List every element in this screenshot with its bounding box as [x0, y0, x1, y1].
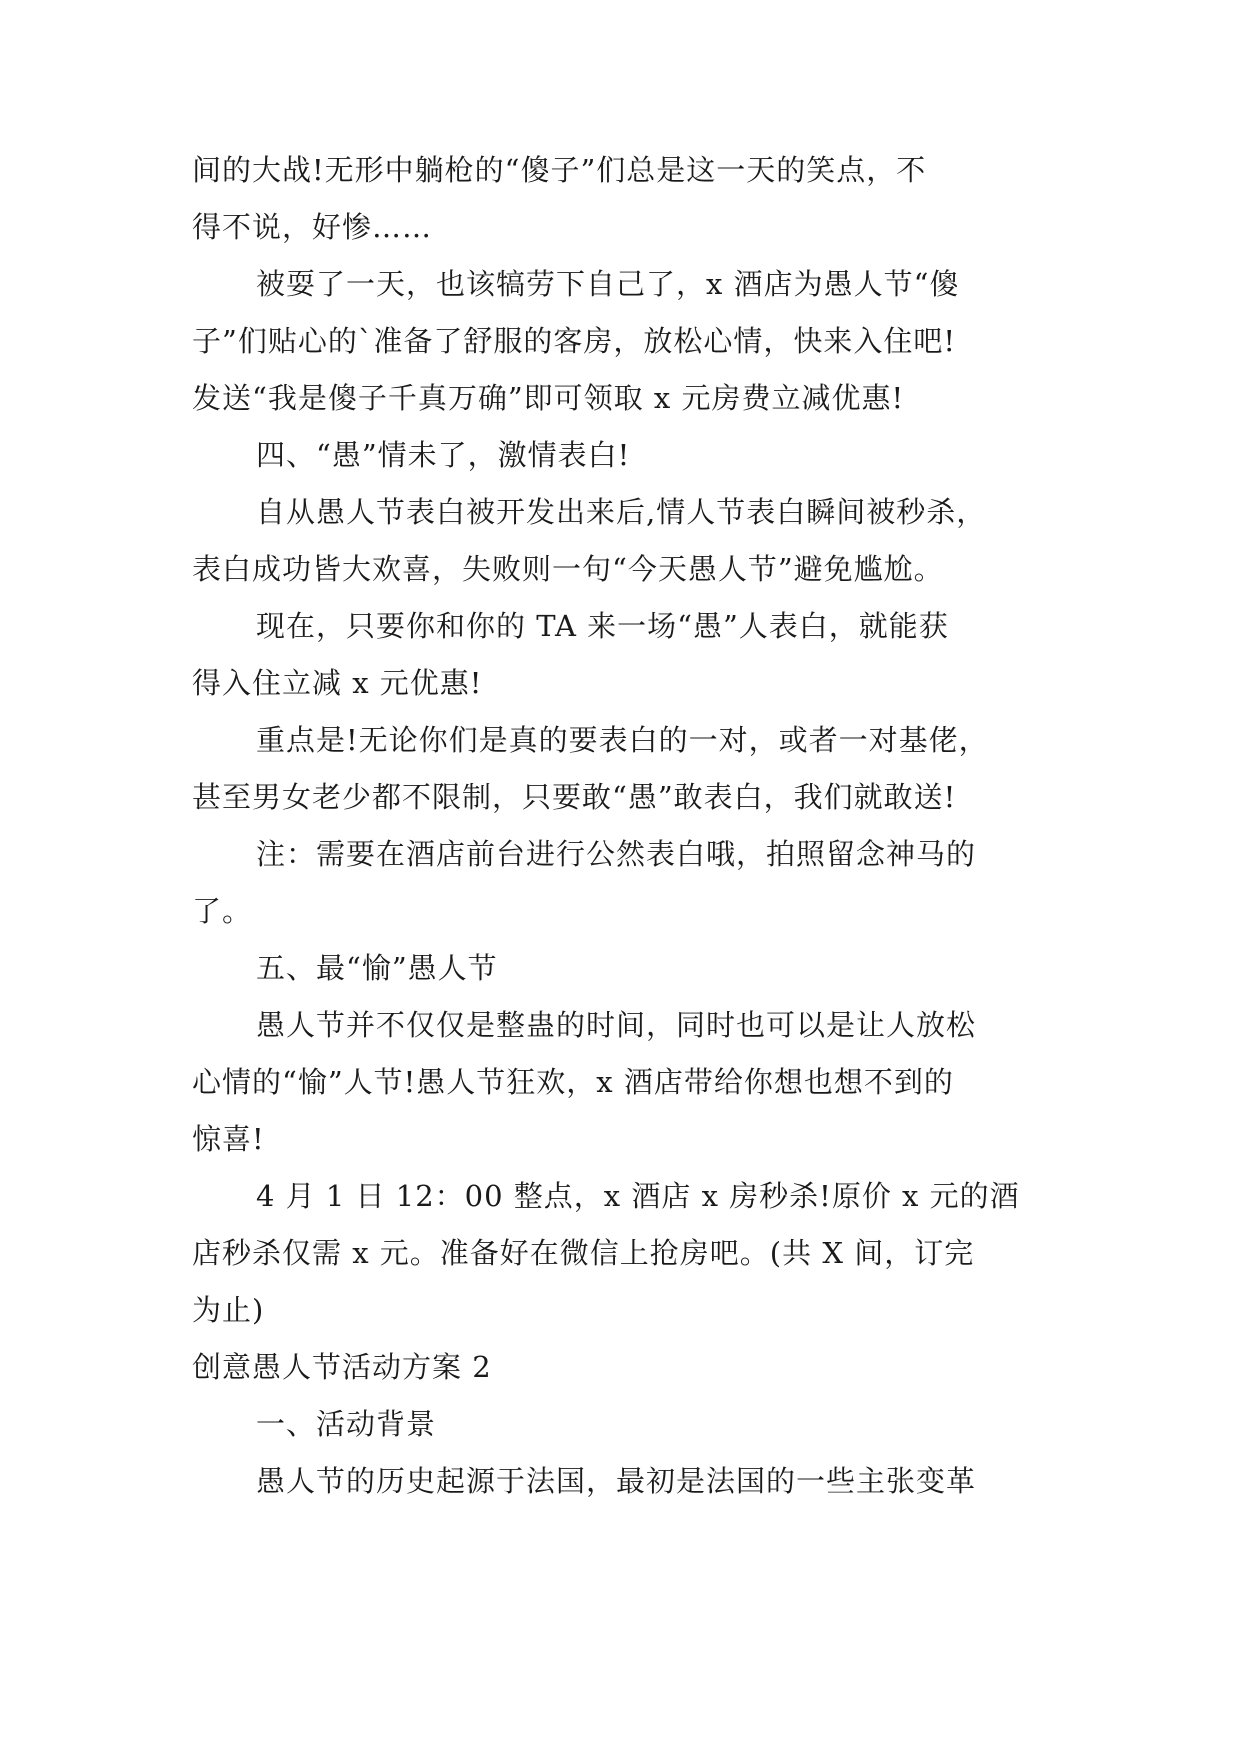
paragraph-start: 愚人节的历史起源于法国，最初是法国的一些主张变革: [256, 1464, 977, 1498]
text-line: 表白成功皆大欢喜，失败则一句“今天愚人节”避免尴尬。: [192, 552, 944, 586]
text-line: 得不说，好惨……: [192, 210, 433, 244]
text-line: 惊喜!: [192, 1122, 265, 1156]
paragraph-start: 注：需要在酒店前台进行公然表白哦，拍照留念神马的: [256, 837, 977, 871]
document-title: 创意愚人节活动方案 2: [192, 1350, 492, 1384]
paragraph-start: 愚人节并不仅仅是整蛊的时间，同时也可以是让人放松: [256, 1008, 977, 1042]
section-heading: 四、“愚”情未了，激情表白!: [256, 438, 631, 472]
text-line: 为止): [192, 1293, 265, 1327]
text-line: 子”们贴心的`准备了舒服的客房，放松心情，快来入住吧!: [192, 324, 956, 358]
text-line: 了。: [192, 894, 253, 928]
text-line: 发送“我是傻子千真万确”即可领取 x 元房费立减优惠!: [192, 381, 905, 415]
text-line: 间的大战!无形中躺枪的“傻子”们总是这一天的笑点，不: [192, 153, 927, 187]
text-line: 心情的“愉”人节!愚人节狂欢，x 酒店带给你想也想不到的: [192, 1065, 954, 1099]
paragraph-start: 自从愚人节表白被开发出来后,情人节表白瞬间被秒杀，: [256, 495, 987, 529]
paragraph-start: 4 月 1 日 12：00 整点，x 酒店 x 房秒杀!原价 x 元的酒: [256, 1179, 1020, 1213]
paragraph-start: 被耍了一天，也该犒劳下自己了，x 酒店为愚人节“傻: [256, 267, 960, 301]
text-line: 甚至男女老少都不限制，只要敢“愚”敢表白，我们就敢送!: [192, 780, 957, 814]
paragraph-start: 重点是!无论你们是真的要表白的一对，或者一对基佬，: [256, 723, 989, 757]
paragraph-start: 现在，只要你和你的 TA 来一场“愚”人表白，就能获: [256, 609, 949, 643]
section-heading: 五、最“愉”愚人节: [256, 951, 498, 985]
text-line: 店秒杀仅需 x 元。准备好在微信上抢房吧。(共 X 间，订完: [192, 1236, 975, 1270]
section-heading: 一、活动背景: [256, 1407, 437, 1441]
text-line: 得入住立减 x 元优惠!: [192, 666, 483, 700]
